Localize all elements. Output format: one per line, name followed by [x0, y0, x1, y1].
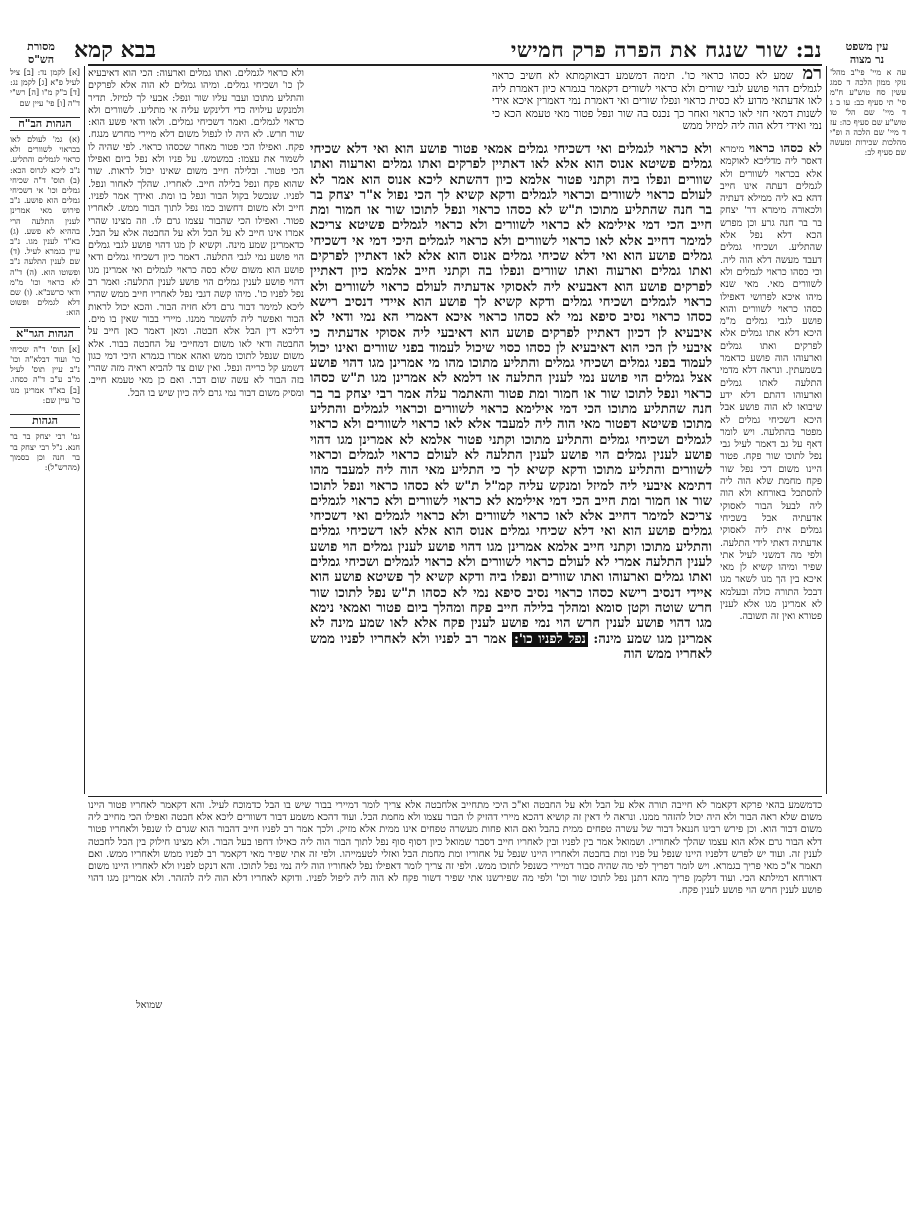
masoret-haggahot-column: [10, 68, 80, 808]
ein-mishpat-column: [830, 68, 906, 157]
haggahot-title: הגהות: [10, 414, 80, 428]
ein-mishpat-heading: [832, 40, 902, 66]
ein-mishpat-text: עה א מיי' פי"ב מהל' נזקי ממון הלכה ד סמג עשין סח טוש"ע ח"מ סי' תי סעיף כב: עו ב ג ד מיי' שם הל' טו טוש"ע שם סעיף כה: עז ד מיי' שם הלכה ה ופ"י מהלכות שכירות ומעשה שם סעיף לב:: [830, 68, 906, 157]
masoret-heading: [10, 40, 72, 66]
rashi-text: ולא כראוי לגמלים. ואתו גמלים וארעוה: הכי הוא דאיבעיא לן כו' ושכיחי גמלים. ומיהו גמלים לא הוה אלא לפרקים והתליע מתוכו ועבר עליו שור ונפל: אבעי לך למיזל. תדיר ולמנקש עילויה כדי דלינקש עליה אי מתליע. לשוורים ולא כראוי לגמלים. ואמר דשכיחי גמלים. ולאו ודאי פשע הוא: שור חרש. לא היה לו לנפול משום דלא מיירי מחרש מנגח. פקח. ואפילו הכי פטור מאחר שכסהו כראוי. לפי שהיה לו לשמור את עצמו: במשמש. על פניו ולא נפל ביום ואפילו הכי פטור. ובלילה חייב משום שאינו יכול לראות. שור שהוא פקח ונפל בלילה חייב. לאחריו. שהלך לאחור ונפל. לפניו. שנכשל בקול הבור ונפל בו ומת. ואידך אמר לפניו. חייב ולא משום דחשוב כמו נפל לתוך הבור ממש. לאחריו פטור. ואפילו הכי שהבור עצמו גרם לו. וזה מצינו שהרי אמרו אינו חייב לא על הבל ולא על החבטה אלא על הבל. כדאמרינן שמע מינה. וקשיא לן מגו דהוי פושע לגבי גמלים הוי פושע נמי לגבי התלעה. דאמר כיון דשכיחי גמלים ודאי פושע הוא משום שלא כסה כראוי לגמלים ואי אמרינן מגו דהוי פושע לענין גמלים הוי פושע לענין התלעה: ואמר רב נפל לפניו כו'. מיהו קשה דגבי נפל לאחריו חייב ממש שהרי ליכא למימר דבור גרם דלא חזיה הבור. והכא יכול לראות הבור ואפשר ליה להשמר ממנו. מיירי בבור שאין בו מים. דליכא דין הבל אלא חבטה. ומאן דאמר כאן חייב על החבטה ודאי לאו משום דמחייבי על החבטה בבור. אלא משום שנפל לתוכו ממש ואהא אמרו בגמרא היכי דמי כגון דשמע קל כרייה ונפל. ואין שום צד להביא ראיה מזה שהרי בזה הבור לא עשה שום דבר. ואם כן מאי טעמא חייב. ומסיק משום דבור נמי גרם ליה כיון שיש בו הבל.: [88, 68, 304, 399]
tosafot-text: מימרא דאסר ליה מדליכא לאוקמא אלא בכראוי לשוורים ולא לגמלים דעתה אינו חייב דהא בא ליה ממילא דעתיה ולכאורה מימרא דר' יצחק בר בר חנה גרע וכן מפרש הכא דלא נפל אלא שהתליע. ושכיחי גמלים דעבד מעשה דלא הוה ליה. וכי כסהו כראוי לגמלים ולא לשוורים מאי. מאי שנא מיהו איכא לפרושי דאפילו כסהו כראוי לשוורים והוא פושע לגבי גמלים מ"מ היכא דלא אתו גמלים אלא לפרקים ואתו גמלים וארעוהו הוה פושע כדאמר בשמעתין. ונראה דלא מדמי התלעה לאתו גמלים וארעוהו דהתם דלא ידע שיבואו לא הוה פושע אבל היכא דשכיחי גמלים לא מפטר בהתלעה. ויש לומר דאף על גב דאמר לעיל גבי נפל לתוכו שור פקח. פטור היינו משום דכי נפל שור פקח מחמת שלא הוה ליה להסתכל באורחא ולא הוה ליה לבעל הבור לאסוקי אדעתיה אבל בשכיחי גמלים אית ליה לאסוקי אדעתיה דאתי לידי התלעה. ולפי מה דמשני לעיל אתי שפיר ומיהו קשיא לן מאי איכא בין הך מגו לשאר מגו דבכל התורה כולה ובעלמא לא אמרינן מגו אלא לענין פטורא ואין זה תשובה.: [720, 144, 822, 623]
header-underline: [88, 64, 822, 66]
page-header: [74, 38, 822, 62]
tractate-title: בבא קמא: [74, 37, 156, 63]
haggahot-bach-text: (א) גמ' לעולם לאו בכראוי לשוורים ולא כראוי לגמלים והתליע. נ"ב ליכא לגרוס הכא: (ב) תוס' ד"ה שכיחי גמלים וכו' אי דשכיחי גמלים הוא פושע. נ"ב פירוש מאי אמרינן לענין התלעה הרי בההיא לא פשע. (ג) בא"ד לענין מגו. נ"ב עיין בגמרא לעיל. (ד) שם לענין התלעה נ"ב ופשוטו הוא. (ה) ד"ה לא כראוי וכו' מ"מ ודאי כרשב"א. (ו) שם דלא לגמלים ופשוט הוא:: [10, 135, 80, 318]
gemara-main-text: [310, 142, 712, 792]
tosafot-dibur-hamatchil: לא כסהו כראוי: [748, 141, 822, 155]
bottom-commentary: [88, 800, 822, 990]
rule-masoret-divider: [84, 66, 85, 794]
haggahot-bach-title: הגהות הב"ח: [10, 117, 80, 131]
rashi-column: [88, 68, 304, 792]
daf-and-chapter: [511, 37, 822, 63]
gemara-text: ולא כראוי לגמלים ואי דשכיחי גמלים אמאי פטור פושע הוא ואי דלא שכיחי גמלים פשיטא אנוס הוא אלא לאו דאתיין לפרקים ואתו גמלים וארעוה ואתו שוורים ונפלו ביה וקתני פטור אלמא כיון דהשתא ליכא אנוס הוא אמר לא לעולם כראוי לשוורים וכראוי לגמלים ודקא קשיא לך הכי נפול א"ר יצחק בר בר חנה שהתליע מתוכו ת"ש לא כסהו כראוי ונפל לתוכו שור או חמור ומת חייב הכי דמי אילימא לא כראוי לשוורים ולא כראוי לגמלים פשיטא צריכא למימר דחייב אלא לאו כראוי לשוורים ולא כראוי לגמלים היכי דמי אי דשכיחי גמלים פושע הוא ואי דלא שכיחי גמלים אנוס הוא אלא לאו דאתיין לפרקים ואתו גמלים וארעוה ואתו שוורים ונפלו בה וקתני חייב אלמא כיון דאתיין לפרקים פושע הוא דאבעיא ליה לאסוקי אדעתיה לעולם כראוי לשוורים ולא כראוי לגמלים ושכיחי גמלים ודקא קשיא לך פושע הוא איידי דנסיב רישא כסהו כראוי נסיב סיפא נמי לא כסהו כראוי איכא דאמרי הא נמי ודאי לא איבעיא לן דכיון דאתיין לפרקים פושע הוא דאיבעי ליה אסוקי אדעתיה כי איבעי לן הכי הוא דאיבעיא לן כסהו כסוי שיכול לעמוד בפני שוורים ואינו יכול לעמוד בפני גמלים ושכיחי גמלים והתליע מתוכו מהו מי אמרינן מגו דהוי פושע אצל גמלים הוי פושע נמי לענין התלעה או דלמא לא אמרינן מגו ת"ש כסהו כראוי ונפל לתוכו שור או חמור ומת פטור והאתמר עלה אמר רבי יצחק בר בר חנה שהתליע מתוכו הכי דמי אילימא כראוי לשוורים וכראוי לגמלים והתליע מתוכו פשיטא דפטור מאי הוה ליה למעבד אלא לאו כראוי לשוורים ולא כראוי לגמלים ושכיחי גמלים והתליע מתוכו וקתני פטור אלמא לא אמרינן מגו דהוי פושע לענין גמלים הוי פושע לענין התלעה לא לעולם כראוי לגמלים וכראוי לשוורים והתליע מתוכו ודקא קשיא לך כי התליע מאי הוה ליה למעבד מהו דתימא איבעי ליה למיזל ומנקש עליה קמ"ל ת"ש לא כסהו כראוי ונפל לתוכו שור או חמור ומת חייב הכי דמי אילימא לא כראוי לשוורים ולא כראוי לגמלים צריכא למימר דחייב אלא לאו כראוי לשוורים ולא כראוי לגמלים ואי דשכיחי גמלים פושע הוא ואי דלא שכיחי גמלים אנוס הוא אלא לאו דשכיחי גמלים והתליע מתוכו וקתני חייב אלמא אמרינן מגו דהוי פושע לענין גמלים הוי פושע לענין התלעה אמרי לא לעולם כראוי לשוורים ולא כראוי לגמלים ושכיחי גמלים ואתו גמלים וארעוהו ואתו שוורים ונפלו ביה ודקא קשיא לך פשיטא פושע הוא איידי דנסיב רישא כסהו כראוי נסיב סיפא נמי לא כסהו ת"ש נפל לתוכו שור חרש שוטה וקטן סומא ומהלך בלילה חייב פקח ומהלך ביום פטור ואמאי נימא מגו דהוי פושע לענין חרש הוי נמי פושע לענין פקח אלא לאו שמע מינה לא אמרינן מגו שמע מינה:: [310, 142, 712, 647]
tosafot-opening-tag: רמ: [802, 63, 822, 84]
ein-mishpat-line1: עין משפט: [845, 40, 889, 53]
tosafot-opening: [492, 63, 822, 138]
ein-mishpat-line2: נר מצוה: [849, 53, 885, 66]
tosafot-column: [720, 142, 822, 792]
haggahot-gra-text: [א] תוס' ד"ה שכיחי כו' ועוד דבלא"ה וכו' נ"ב עיין תוס' לעיל מ"ב ע"ב ד"ה כסהו. [ב] בא"ד אמרינן מגו כו' עיין שם:: [10, 344, 80, 405]
tosafot-opening-text: שמע לא כסהו כראוי כו'. תימה דמשמע דבאוקמתא לא חשיב כראוי לגמלים דהוי פושע לגבי שורים ולא כראוי לשורים דקאמר בגמרא כיון דאמרת ליה לאו אדעתאי מדוע לא כסית כראוי ונפלו שורים ואי דאמרת נמי דאמרין איכא אידי לשנות דמאי חזי לאו כראוי ואחר כך נכנס בה שור ונפל פטור מאי טעמא הכא כי נמי ואידי דלא הוה ליה למיזל ממש: [492, 70, 822, 133]
haggahot-gra-title: הגהות הגר"א: [10, 327, 80, 341]
daf-number: נב:: [795, 37, 822, 62]
gemara-highlighted-phrase: נפל לפניו כו':: [513, 631, 586, 647]
gemara-text-end: אמר רב לפניו ולא לאחריו לפניו ממש לאחריו ממש הוה: [310, 631, 712, 662]
haggahot-text: גמ' רבי יצחק בר בר חנא. נ"ל רבי יצחק בר בר חנה וכן בסמוך (מהרש"ל):: [10, 432, 80, 472]
masoret-text: [א] לקמן נד: [ב] ציל לעיל פ"א [ג] לקמן נג: [ד] ב"ק מ"ו [ה] רש"י ד"ה [ו] פי' עיין שם: [10, 68, 80, 108]
bottom-commentary-text: כדמשמע בהאי פרקא דקאמר לא חייבה תורה אלא על הבל ולא על החבטה וא"כ היכי מתחייב אלחבטה אלא צריך לומר דמיירי בבור שיש בו הבל כדמוכח לעיל. והא דקאמר לאחריו פטור היינו משום שלא ראה הבור ולא היה יכול להזהר ממנו. ונראה לי דאין זה קושיא דהכא מיירי דהזיק לו הבור עצמו ולא מחמת הבל. ועוד דהכא משמע דבור דשוורים ליכא אלא חבטה ואפילו הכי מחייב ליה משום דבור הוא. וכן פירש רבינו חננאל דבור של עשרה טפחים ממית בהבל ואם הוא פחות מעשרה טפחים אינו ממית אלא מזיק. ולכך אמר רב לפניו חייב דהבור הוא שגרם לו שנפל ולאחריו פטור דלא הבור גרם אלא הוא עצמו שהלך לאחוריו. ושמואל אמר בין לפניו ובין לאחריו חייב דסבר שמואל כיון דסוף סוף נפל לתוך הבור הוה ליה כאילו דחפו בעל הבור. ולא מצינו חילוק בין הבל לחבטה לענין זה. ועוד יש לפרש דלפניו היינו שנפל על פניו ומת בחבטה ולאחריו היינו שנפל על אחוריו ומת מחמת הבל ואזלי לטעמייהו. ולפי זה אתי שפיר מאי דקאמר רב לפניו ממש ולאחריו ממש. ואם תאמר א"כ מאי פריך בגמרא. ויש לומר דפריך לפי מה שהיה סבור דמיירי כשנפל לתוכו ממש. ולפי זה צריך לומר דאפילו נפל לאחוריו הוה ליה נמי נפל לתוכו. והא דנקט לפניו ולא לאחריו היינו משום דאורחא דמילתא הכי. ועוד דלקמן פריך מהא דתנן נפל לתוכו שור וכו' ולפי מה שפירשנו אתי שפיר דשור פקח לא הוה ליה ליפול לפניו. ודוקא לאחריו דלא הוה ליה להזהר. ולא אמרינן מגו דהוי פושע לענין חרש הוי פושע לענין פקח.: [88, 800, 822, 897]
rule-bottom-divider: [88, 796, 822, 797]
chapter-title: שור שנגח את הפרה פרק חמישי: [510, 37, 788, 62]
masoret-line2: הש"ס: [27, 53, 55, 66]
masoret-line1: מסורת: [27, 40, 55, 53]
catchword: שמואל: [136, 1000, 163, 1011]
rule-ein-divider: [826, 66, 827, 794]
